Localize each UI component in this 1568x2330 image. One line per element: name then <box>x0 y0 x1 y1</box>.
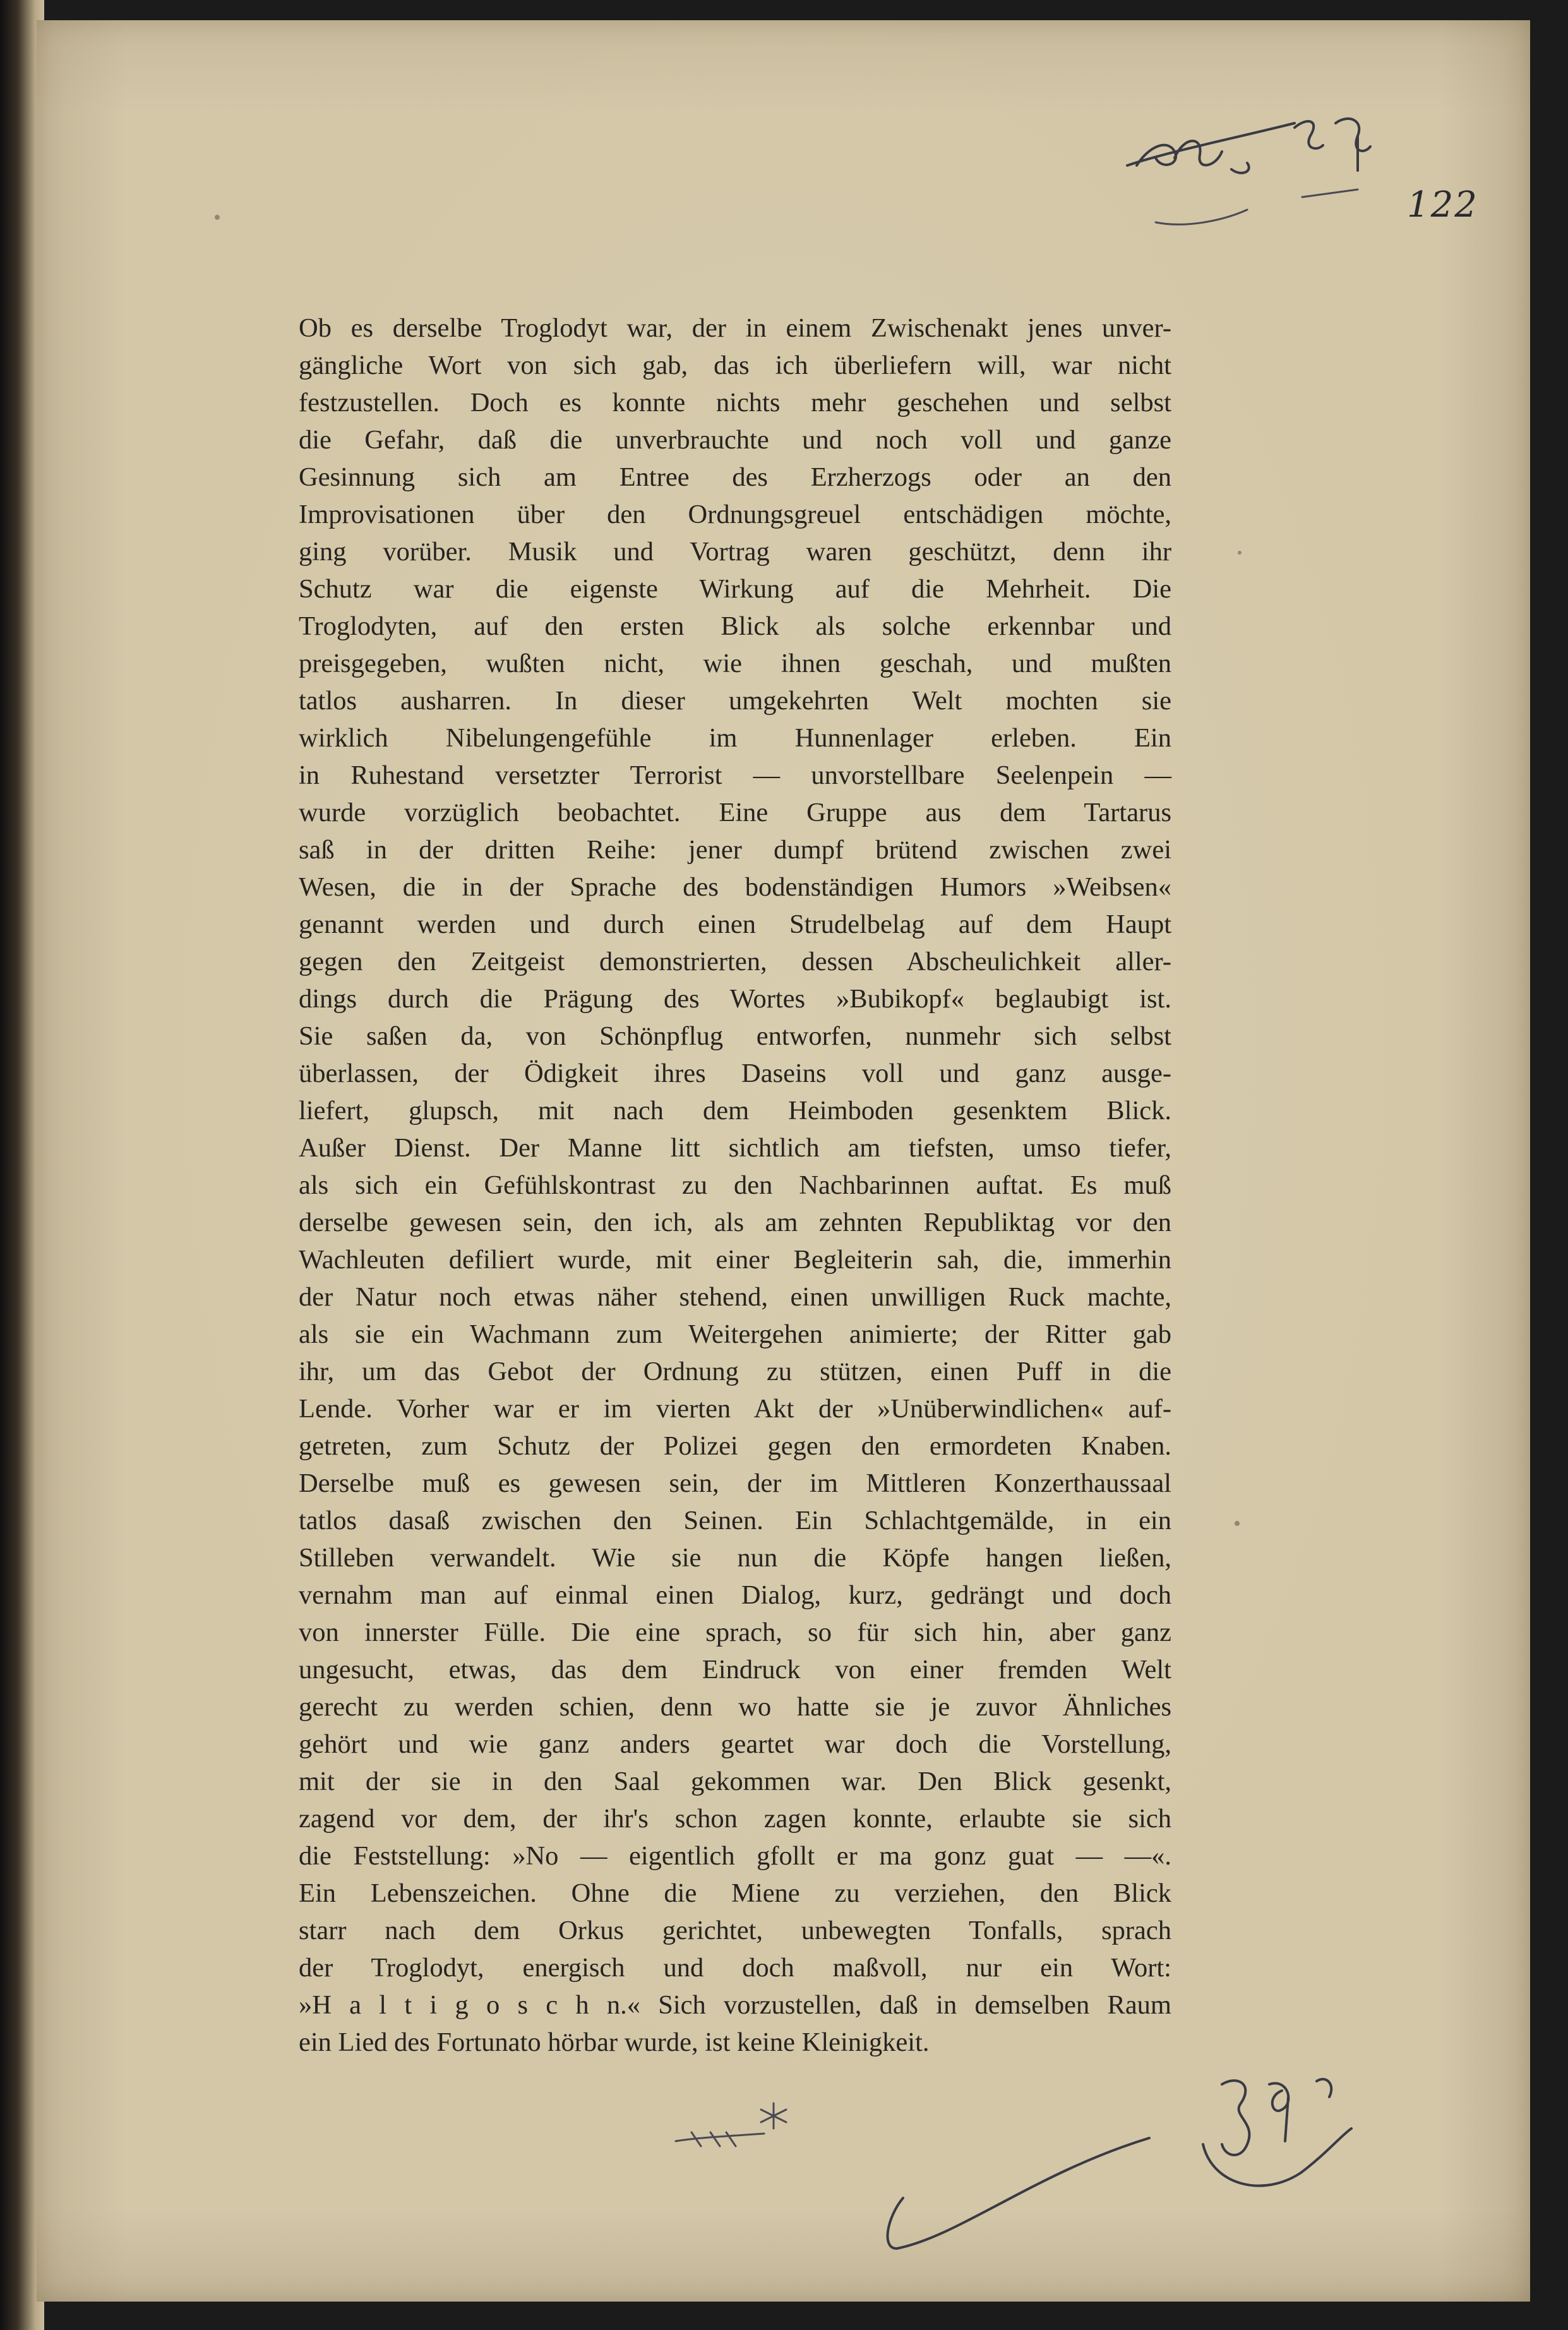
text-line: der Troglodyt, energisch und doch maßvoll, nur ein Wort: <box>299 1953 1171 1983</box>
paper-speck <box>1235 1521 1240 1526</box>
text-line: dings durch die Prägung des Wortes »Bubikopf« beglaubigt ist. <box>299 984 1171 1014</box>
text-line: mit der sie in den Saal gekommen war. Den Blick gesenkt, <box>299 1767 1171 1796</box>
text-line: »H a l t i g o s c h n.« Sich vorzustellen, daß in demselben Raum <box>299 1990 1171 2020</box>
text-line: starr nach dem Orkus gerichtet, unbewegten Tonfalls, sprach <box>299 1916 1171 1945</box>
text-line: in Ruhestand versetzter Terrorist — unvorstellbare Seelenpein — <box>299 760 1171 790</box>
text-line: wurde vorzüglich beobachtet. Eine Gruppe aus dem Tartarus <box>299 798 1171 827</box>
text-line: ungesucht, etwas, das dem Eindruck von einer fremden Welt <box>299 1655 1171 1684</box>
text-line: tatlos dasaß zwischen den Seinen. Ein Schlachtgemälde, in ein <box>299 1506 1171 1535</box>
text-line: wirklich Nibelungengefühle im Hunnenlager erleben. Ein <box>299 723 1171 753</box>
text-line: Derselbe muß es gewesen sein, der im Mittleren Konzerthaussaal <box>299 1468 1171 1498</box>
paper-speck <box>215 215 220 220</box>
text-line: Troglodyten, auf den ersten Blick als solche erkennbar und <box>299 611 1171 641</box>
text-line: liefert, glupsch, mit nach dem Heimboden gesenktem Blick. <box>299 1096 1171 1126</box>
text-line: derselbe gewesen sein, den ich, als am zehnten Republiktag vor den <box>299 1208 1171 1237</box>
text-line: Stilleben verwandelt. Wie sie nun die Köpfe hangen ließen, <box>299 1543 1171 1573</box>
text-line: die Gefahr, daß die unverbrauchte und noch voll und ganze <box>299 425 1171 455</box>
text-line: Wesen, die in der Sprache des bodenständigen Humors »Weibsen« <box>299 872 1171 902</box>
text-line: Gesinnung sich am Entree des Erzherzogs oder an den <box>299 462 1171 492</box>
text-line: gehört und wie ganz anders geartet war doch die Vorstellung, <box>299 1729 1171 1759</box>
text-line: Lende. Vorher war er im vierten Akt der »Unüberwindlichen« auf- <box>299 1394 1171 1424</box>
text-line: getreten, zum Schutz der Polizei gegen den ermordeten Knaben. <box>299 1431 1171 1461</box>
text-line: als sie ein Wachmann zum Weitergehen animierte; der Ritter gab <box>299 1319 1171 1349</box>
text-line: saß in der dritten Reihe: jener dumpf brütend zwischen zwei <box>299 835 1171 865</box>
text-line: Außer Dienst. Der Manne litt sichtlich am tiefsten, umso tiefer, <box>299 1133 1171 1163</box>
text-line: tatlos ausharren. In dieser umgekehrten Welt mochten sie <box>299 686 1171 716</box>
text-line: preisgegeben, wußten nicht, wie ihnen geschah, und mußten <box>299 649 1171 678</box>
text-line: Ein Lebenszeichen. Ohne die Miene zu verziehen, den Blick <box>299 1878 1171 1908</box>
page-number: 122 <box>1407 184 1478 225</box>
text-line: der Natur noch etwas näher stehend, einen unwilligen Ruck machte, <box>299 1282 1171 1312</box>
text-line: zagend vor dem, der ihr's schon zagen konnte, erlaubte sie sich <box>299 1804 1171 1834</box>
text-line: Improvisationen über den Ordnungsgreuel entschädigen möchte, <box>299 500 1171 529</box>
text-line: ein Lied des Fortunato hörbar wurde, ist keine Kleinigkeit. <box>299 2027 930 2057</box>
text-line: Schutz war die eigenste Wirkung auf die Mehrheit. Die <box>299 574 1171 604</box>
text-line: von innerster Fülle. Die eine sprach, so für sich hin, aber ganz <box>299 1618 1171 1647</box>
body-text <box>299 309 1171 2061</box>
text-line: gängliche Wort von sich gab, das ich überliefern will, war nicht <box>299 351 1171 380</box>
text-line: ging vorüber. Musik und Vortrag waren geschützt, denn ihr <box>299 537 1171 567</box>
text-line: ihr, um das Gebot der Ordnung zu stützen, einen Puff in die <box>299 1357 1171 1386</box>
text-line: vernahm man auf einmal einen Dialog, kurz, gedrängt und doch <box>299 1580 1171 1610</box>
text-line: als sich ein Gefühlskontrast zu den Nachbarinnen auftat. Es muß <box>299 1170 1171 1200</box>
text-line: festzustellen. Doch es konnte nichts mehr geschehen und selbst <box>299 388 1171 417</box>
text-line: gegen den Zeitgeist demonstrierten, dessen Abscheulichkeit aller- <box>299 947 1171 976</box>
text-line: die Feststellung: »No — eigentlich gfollt er ma gonz guat — —«. <box>299 1841 1171 1871</box>
text-line: Wachleuten defiliert wurde, mit einer Begleiterin sah, die, immerhin <box>299 1245 1171 1275</box>
text-line: Sie saßen da, von Schönpflug entworfen, nunmehr sich selbst <box>299 1021 1171 1051</box>
text-line: überlassen, der Ödigkeit ihres Daseins voll und ganz ausge- <box>299 1059 1171 1088</box>
paper-speck <box>1238 551 1242 555</box>
text-line: gerecht zu werden schien, denn wo hatte sie je zuvor Ähnliches <box>299 1692 1171 1722</box>
text-line: Ob es derselbe Troglodyt war, der in einem Zwischenakt jenes unver- <box>299 313 1171 343</box>
text-line: genannt werden und durch einen Strudelbelag auf dem Haupt <box>299 910 1171 939</box>
